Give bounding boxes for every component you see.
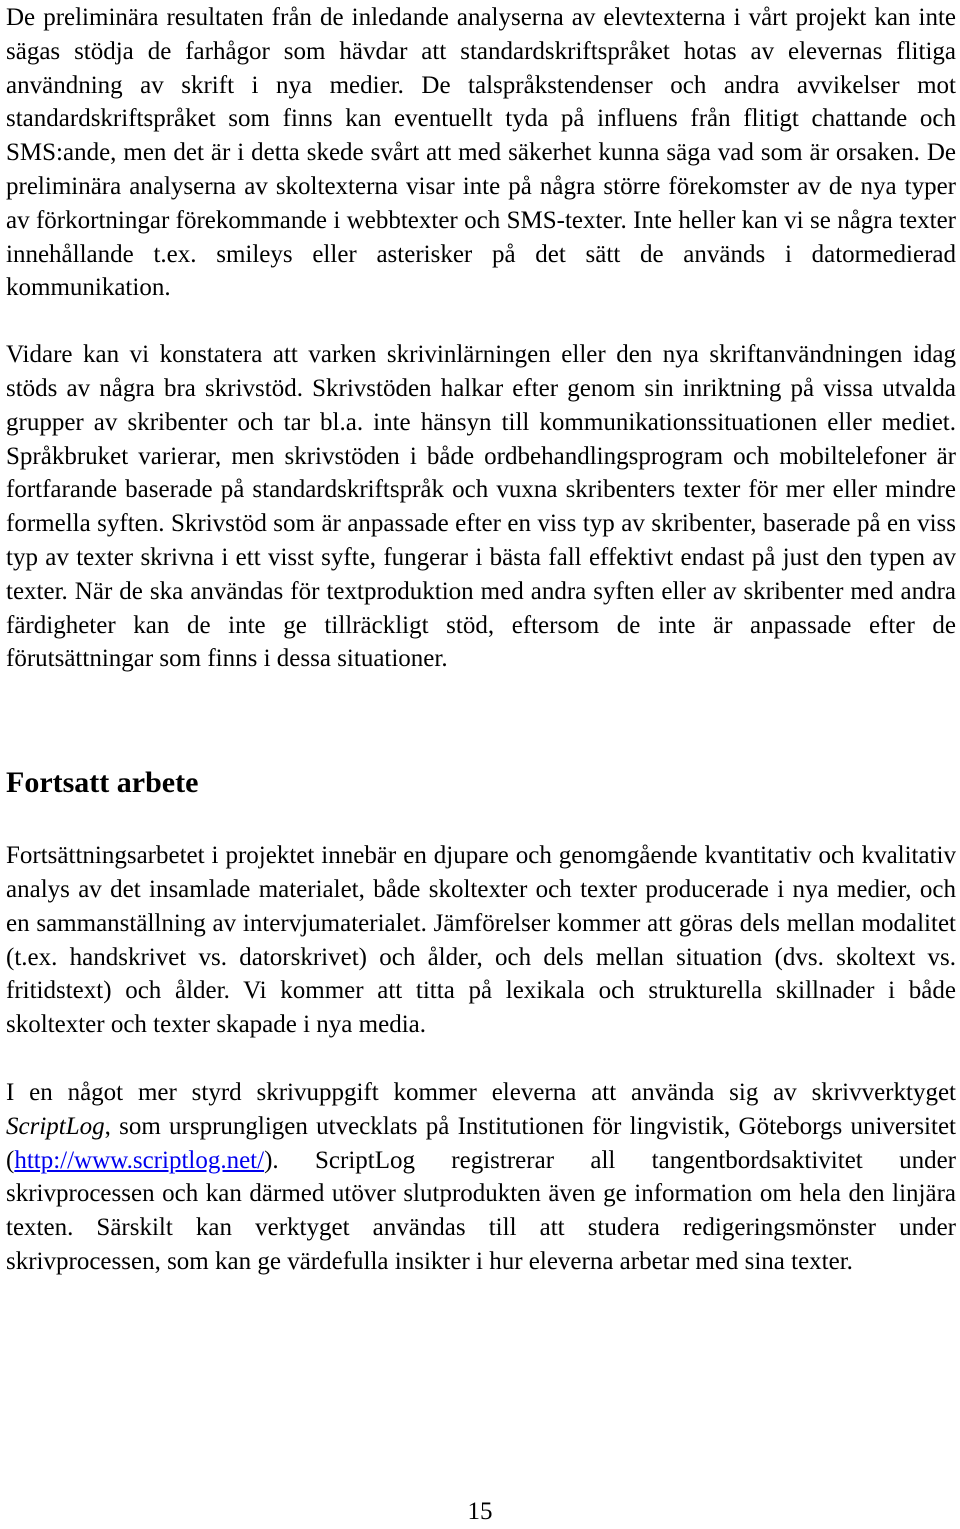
scriptlog-link[interactable]: http://www.scriptlog.net/ (14, 1146, 265, 1174)
paragraph-scriptlog (6, 1076, 956, 1279)
paragraph-writing-support: Vidare kan vi konstatera att varken skrivinlärningen eller den nya skriftanvändningen idag stöds av några bra skrivstöd. Skrivstöden halkar efter genom sin inriktning på vissa utvalda grupper av skribenter och tar bl.a. inte hänsyn till kommunikationssituationen eller mediet. Språkbruket varierar, men skrivstöden i både ordbehandlingsprogram och mobiltelefoner är fortfarande baserade på standardskriftspråk och vuxna skribenters texter för mer eller mindre formella syften. Skrivstöd som är anpassade efter en viss typ av skribenter, baserade på en viss typ av texter skrivna i ett visst syfte, fungerar i bästa fall effektivt endast på just den typen av texter. När de ska användas för textproduktion med andra syften eller av skribenter med andra färdigheter kan de inte ge tillräckligt stöd, eftersom de inte är anpassade efter de förutsättningar som finns i dessa situationer. (6, 341, 956, 673)
section-heading: Fortsatt arbete (6, 766, 199, 800)
page-number: 15 (467, 1498, 493, 1525)
paragraph-continued-work: Fortsättningsarbetet i projektet innebär en djupare och genomgående kvantitativ och kvalitativ analys av det insamlade materialet, både skoltexter och texter producerade i nya medier, och en sammanställning av intervjumaterialet. Jämförelser kommer att göras dels mellan modalitet (t.ex. handskrivet vs. datorskrivet) och ålder, och dels mellan situation (dvs. skoltext vs. fritidstext) och ålder. Vi kommer att titta på lexikala och strukturella skillnader i både skoltexter och texter skapade i nya media. (6, 842, 956, 1039)
scriptlog-text-3: ). ScriptLog registrerar all tangentbordsaktivitet under skrivprocessen och kan därmed utöver slutprodukten även ge information om hela den linjära texten. Särskilt kan verktyget användas till att studera redigeringsmönster under skrivprocessen, som kan ge värdefulla insikter i hur eleverna arbetar med sina texter. (6, 1146, 956, 1275)
scriptlog-text-2: , som ursprungligen utvecklats på Institutionen för lingvistik, Göteborgs universitet ( (6, 1112, 956, 1174)
scriptlog-text-1: I en något mer styrd skrivuppgift kommer eleverna att använda sig av skrivverktyget (6, 1078, 956, 1106)
paragraph-preliminary-results: De preliminära resultaten från de inledande analyserna av elevtexterna i vårt projekt kan inte sägas stödja de farhågor som hävdar att standardskriftspråket hotas av elevernas flitiga användning av skrift i nya medier. De talspråkstendenser och andra avvikelser mot standardskriftspråket som finns kan eventuellt tyda på influens från flitigt chattande och SMS:ande, men det är i detta skede svårt att med säkerhet kunna säga vad som är orsaken. De preliminära analyserna av skoltexterna visar inte på några större förekomster av de nya typer av förkortningar förekommande i webbtexter och SMS-texter. Inte heller kan vi se några texter innehållande t.ex. smileys eller asterisker på det sätt de används i datormedierad kommunikation. (6, 4, 956, 302)
document-page (6, 0, 956, 1279)
scriptlog-italic-name: ScriptLog (6, 1112, 105, 1140)
